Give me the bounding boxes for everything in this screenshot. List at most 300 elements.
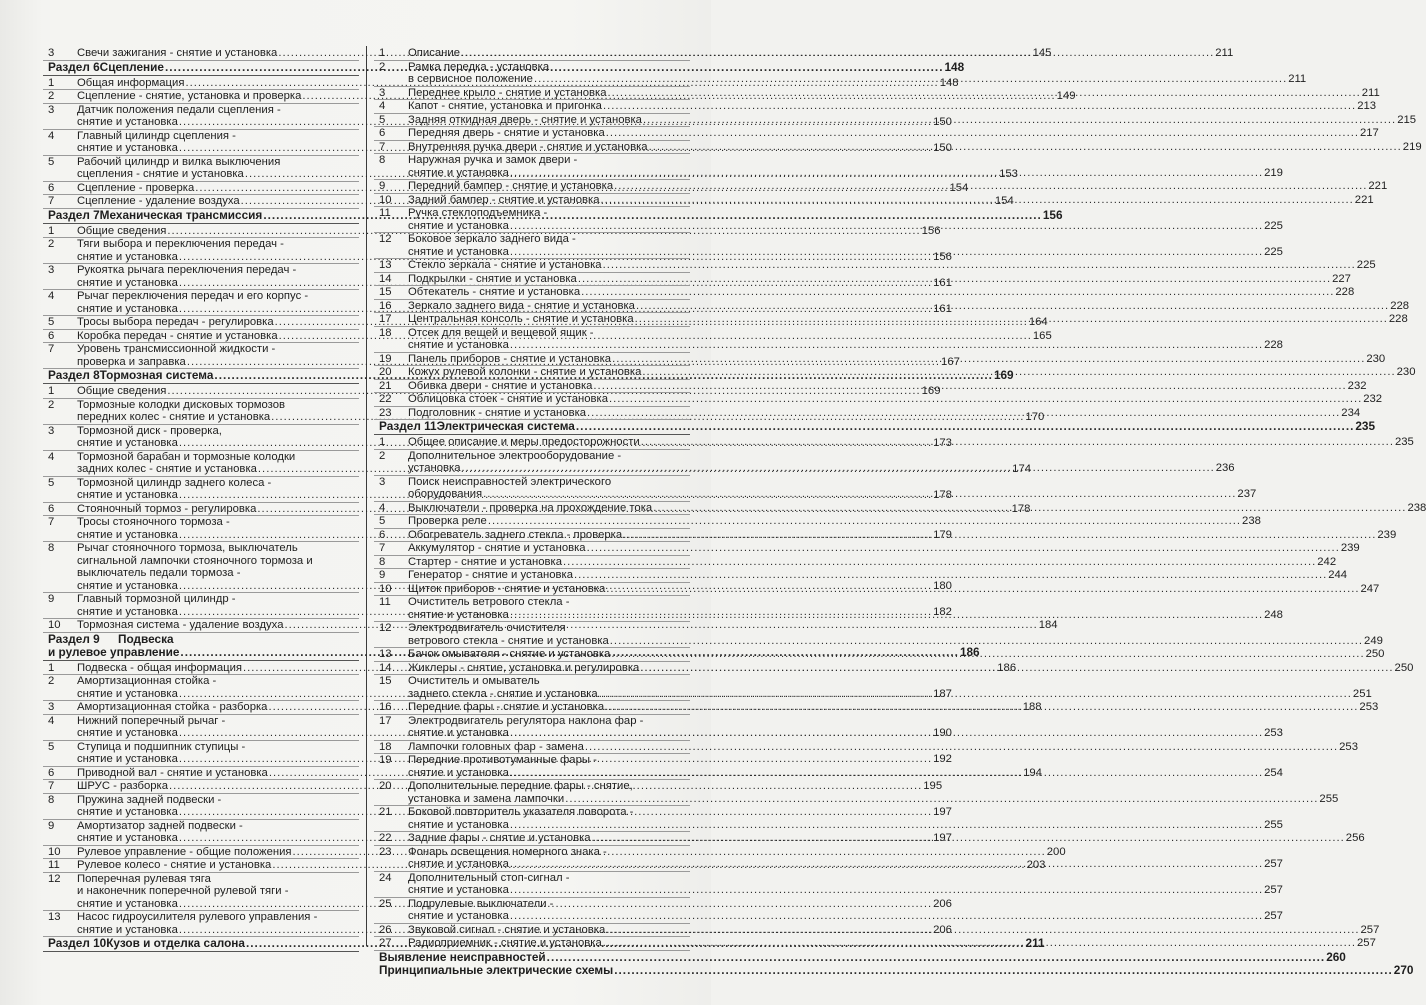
toc-page-number: 213	[1357, 100, 1377, 112]
toc-entry-text: ветрового стекла - снятие и установка	[408, 634, 609, 647]
toc-entry-number: 26	[379, 923, 392, 936]
toc-entry-text: снятие и установка	[77, 832, 178, 844]
toc-entry-text: Сцепление - удаление воздуха	[77, 195, 240, 207]
toc-entry-text: Стояночный тормоз - регулировка	[77, 502, 257, 515]
toc-page-number: 225	[1264, 219, 1283, 232]
toc-entry-text: снятие и установка	[77, 806, 178, 818]
toc-entry-text: Тормозной барабан и тормозные колодки	[77, 450, 296, 463]
toc-entry-text: Центральная консоль - снятие и установка	[408, 313, 634, 325]
toc-entry-number: 7	[48, 343, 55, 355]
toc-entry-number: 9	[48, 593, 55, 605]
section-number: Раздел 10	[48, 936, 107, 950]
section-title: и рулевое управление	[48, 644, 180, 659]
toc-entry-text: Обогреватель заднего стекла - проверка	[408, 528, 623, 541]
toc-page-number: 154	[994, 195, 1014, 207]
toc-entry-number: 4	[379, 100, 386, 112]
toc-line	[408, 818, 1283, 832]
toc-entry-body	[408, 127, 1379, 140]
toc-page-number: 219	[1264, 166, 1283, 179]
toc-entry-number: 15	[379, 675, 392, 687]
dot-leader	[599, 688, 1352, 701]
toc-entry-text: Обтекатель - снятие и установка	[408, 286, 581, 298]
toc-entry-number: 22	[379, 393, 392, 405]
toc-page-number: 178	[1011, 502, 1031, 515]
section-title: Механическая трансмиссия	[99, 207, 263, 222]
toc-entry-text: снятие и установка	[77, 250, 178, 263]
toc-entry	[374, 740, 1358, 755]
toc-page-number: 239	[1340, 542, 1360, 554]
dot-leader	[592, 832, 1345, 845]
toc-page-number: 186	[959, 644, 980, 659]
toc-line	[408, 792, 1339, 806]
toc-entry-number: 1	[48, 385, 55, 397]
dot-leader	[461, 47, 1214, 60]
toc-entry-text: Жиклеры - снятие, установка и регулировка	[408, 661, 640, 674]
toc-entry-number: 19	[379, 754, 392, 766]
toc-entry-text: Внутренняя ручка двери - снятие и установка	[408, 140, 648, 153]
toc-page-number: 228	[1390, 299, 1410, 312]
toc-page-number: 188	[1022, 701, 1042, 713]
toc-entry-text: Подкрылки - снятие и установка	[408, 272, 577, 285]
dot-leader	[510, 727, 1263, 740]
dot-leader	[603, 100, 1356, 113]
toc-entry-text: в сервисное положение	[408, 73, 533, 85]
toc-page-number: 200	[1046, 845, 1066, 858]
toc-entry-text: снятие и установка	[77, 528, 178, 541]
toc-entry-text: снятие и установка	[77, 687, 178, 700]
toc-line	[408, 596, 690, 609]
toc-page-number: 164	[1028, 316, 1048, 328]
toc-line	[77, 859, 1046, 872]
toc-line	[408, 910, 1283, 923]
toc-line	[408, 846, 690, 859]
toc-page-number: 235	[1394, 436, 1414, 448]
toc-entry-text: Рычаг стояночного тормоза, выключатель	[77, 542, 298, 554]
toc-entry-number: 3	[48, 424, 55, 437]
toc-page-number: 230	[1396, 366, 1416, 378]
toc-line	[408, 622, 690, 635]
toc-line	[77, 343, 359, 356]
dot-leader	[605, 701, 1358, 714]
toc-entry-number: 1	[379, 436, 386, 448]
toc-entry	[43, 766, 1042, 781]
toc-entry-number: 18	[379, 326, 392, 339]
toc-page-number: 167	[941, 355, 960, 368]
toc-entry-text: снятие и установка	[408, 818, 509, 831]
toc-entry-number: 9	[48, 819, 55, 832]
toc-page-number: 244	[1328, 569, 1348, 581]
toc-entry-text: Рабочий цилиндр и вилка выключения	[77, 155, 281, 168]
toc-entry-number: 27	[379, 937, 392, 949]
toc-entry-text: Свечи зажигания - снятие и установка	[77, 47, 278, 59]
toc-entry-text: Передние фары - снятие и установка	[408, 701, 605, 713]
toc-entry-text: снятие и установка	[77, 437, 178, 449]
toc-entry-number: 2	[48, 675, 55, 687]
toc-page-number: 150	[933, 142, 952, 154]
toc-line	[408, 675, 690, 688]
toc-entry-number: 10	[379, 582, 392, 595]
toc-line	[408, 100, 1377, 113]
toc-entry-number: 13	[379, 648, 392, 660]
toc-line	[408, 393, 1383, 406]
toc-entry-number: 2	[48, 238, 55, 250]
toc-entry-text: Приводной вал - снятие и установка	[77, 766, 268, 779]
toc-entry-text: Генератор - снятие и установка	[408, 569, 573, 581]
toc-entry-number: 16	[379, 299, 392, 312]
toc-entry-text: Тяги выбора и переключения передач -	[77, 238, 284, 250]
toc-line	[77, 290, 359, 303]
toc-page-number: 206	[933, 923, 952, 936]
toc-entry-number: 14	[379, 272, 392, 285]
toc-page-number: 228	[1388, 313, 1408, 325]
toc-line	[408, 233, 690, 246]
dot-leader	[610, 635, 1363, 648]
toc-page-number: 149	[1056, 90, 1076, 102]
toc-line	[408, 154, 690, 167]
toc-entry-text: Ручка стеклоподъемника -	[408, 207, 548, 219]
toc-line	[77, 794, 359, 807]
toc-page-number: 211	[1025, 936, 1045, 950]
toc-page-number: 187	[933, 687, 952, 700]
dot-leader	[606, 924, 1359, 937]
toc-entry-text: Тросы стояночного тормоза -	[77, 516, 230, 528]
toc-entry-text: Боковой повторитель указателя поворота -	[408, 806, 634, 818]
toc-entry-text: Облицовка стоек - снятие и установка	[408, 393, 608, 405]
toc-entry-text: Передняя дверь - снятие и установка	[408, 127, 605, 139]
toc-page-number: 194	[1023, 766, 1042, 779]
toc-page-number: 257	[1360, 923, 1380, 936]
toc-entry-number: 1	[48, 76, 55, 89]
toc-line	[408, 872, 690, 885]
dot-leader	[510, 246, 1263, 259]
toc-entry-number: 6	[48, 181, 55, 194]
toc-entry-number: 13	[48, 911, 61, 923]
toc-entry-text: Стартер - снятие и установка	[408, 555, 563, 568]
toc-entry-text: Наружная ручка и замок двери -	[408, 154, 578, 166]
toc-entry-text: снятие и установка	[408, 727, 509, 739]
toc-page-number: 190	[933, 727, 952, 739]
toc-entry-text: Задние фары - снятие и установка	[408, 832, 591, 844]
toc-entry-text: передних колес - снятие и установка	[77, 411, 271, 423]
toc-entry-number: 11	[48, 859, 60, 871]
toc-page-number: 211	[1288, 73, 1307, 85]
toc-entry-number: 11	[379, 596, 391, 608]
dot-leader	[636, 300, 1389, 313]
toc-page-number: 169	[921, 385, 941, 397]
toc-entry	[374, 555, 1337, 570]
toc-section-heading	[374, 419, 1376, 435]
toc-entry-text: Нижний поперечный рычаг -	[77, 714, 226, 727]
toc-entry-text: выключатель педали тормоза -	[77, 567, 241, 579]
dot-leader	[640, 662, 1393, 675]
toc-entry-number: 4	[48, 290, 55, 302]
toc-entry-number: 6	[48, 502, 55, 515]
dot-leader	[612, 353, 1365, 366]
toc-entry-text: Описание	[408, 47, 460, 59]
toc-entry	[374, 515, 1261, 529]
toc-entry-number: 2	[48, 398, 55, 411]
toc-line	[77, 238, 359, 251]
toc-page-number: 260	[1326, 949, 1346, 964]
toc-entry-number: 2	[379, 449, 386, 462]
dot-leader	[641, 436, 1394, 449]
toc-entry-text: Датчик положения педали сцепления -	[77, 103, 281, 116]
toc-entry-number: 5	[48, 740, 55, 753]
toc-page-number: 253	[1339, 740, 1358, 753]
toc-entry-text: Проверка реле	[408, 515, 487, 527]
toc-entry-text: Стекло зеркала - снятие и установка	[408, 259, 602, 271]
toc-entry-number: 22	[379, 832, 392, 844]
toc-entry-number: 5	[379, 515, 386, 527]
dot-leader	[510, 767, 1263, 780]
toc-line	[77, 820, 359, 833]
toc-line	[77, 104, 359, 117]
toc-page-number: 203	[1026, 859, 1046, 871]
toc-line	[77, 593, 359, 606]
toc-entry-number: 17	[379, 714, 392, 727]
toc-entry-number: 21	[379, 806, 392, 818]
toc-line	[77, 741, 359, 754]
dot-leader	[510, 339, 1263, 352]
toc-line	[408, 555, 1337, 569]
toc-line	[408, 339, 1283, 352]
toc-page-number: 254	[1264, 766, 1283, 779]
toc-line	[77, 463, 1032, 476]
toc-entry-number: 10	[379, 193, 392, 206]
toc-entry-text: Передний бампер - снятие и установка	[408, 180, 614, 192]
dot-leader	[488, 515, 1241, 528]
toc-page-number: 257	[1357, 937, 1376, 949]
toc-entry-text: Аккумулятор - снятие и установка	[408, 542, 586, 554]
toc-entry-text: Задняя откидная дверь - снятие и установка	[408, 113, 642, 126]
toc-page-number: 228	[1335, 286, 1355, 298]
toc-entry-text: снятие и установка	[408, 608, 509, 621]
toc-line	[77, 911, 359, 924]
toc-entry-number: 11	[379, 207, 391, 219]
toc-entry-text: Коробка передач - снятие и установка	[77, 329, 278, 342]
toc-page-number: 179	[933, 528, 952, 541]
toc-entry-text: проверка и заправка	[77, 355, 186, 368]
toc-page-number: 217	[1359, 127, 1379, 139]
toc-entry-text: Общие сведения	[77, 385, 167, 397]
toc-entry-number: 6	[379, 127, 386, 139]
toc-page-number: 225	[1356, 259, 1376, 271]
toc-entry-body	[77, 766, 1042, 780]
toc-line	[77, 605, 952, 619]
toc-entry-text: Общее описание и меры предосторожности	[408, 436, 640, 448]
toc-page-number: 182	[933, 605, 952, 618]
toc-entry-text: Тормозной цилиндр заднего колеса -	[77, 476, 272, 489]
toc-entry-number: 14	[379, 661, 392, 674]
toc-entry-text: Уровень трансмиссионной жидкости -	[77, 343, 276, 355]
dot-leader	[606, 127, 1359, 140]
toc-entry-number: 5	[48, 155, 55, 168]
toc-page-number: 174	[1012, 463, 1032, 475]
toc-entry-text: Принципиальные электрические схемы	[379, 962, 614, 977]
dot-leader	[576, 420, 1355, 433]
toc-line	[77, 542, 359, 555]
toc-entry-text: Пружина задней подвески -	[77, 793, 222, 806]
toc-entry-text: снятие и установка	[408, 339, 509, 351]
toc-entry-text: Передние противотуманные фары -	[408, 754, 597, 766]
dot-leader	[585, 741, 1338, 754]
toc-page-number: 173	[933, 437, 952, 449]
toc-line	[408, 542, 1360, 555]
toc-line	[77, 130, 359, 143]
toc-line	[48, 633, 359, 646]
toc-page-number: 219	[1402, 140, 1422, 153]
dot-leader	[587, 407, 1340, 420]
dot-leader	[574, 569, 1327, 582]
toc-entry-text: Главный цилиндр сцепления -	[77, 129, 236, 142]
toc-entry	[374, 100, 1377, 114]
toc-entry	[374, 542, 1360, 556]
toc-entry-text: снятие и установка	[77, 923, 178, 936]
toc-page-number: 248	[1264, 608, 1283, 621]
toc-page-number: 184	[1038, 619, 1058, 631]
toc-entry-text: Фонарь освещения номерного знака -	[408, 845, 607, 858]
dot-leader	[603, 259, 1356, 272]
toc-entry-number: 5	[48, 316, 55, 328]
toc-entry-text: Рукоятка рычага переключения передач -	[77, 264, 297, 276]
dot-leader	[510, 609, 1263, 622]
toc-entry-text: Лампочки головных фар - замена	[408, 740, 584, 753]
toc-entry-body	[408, 871, 1283, 897]
toc-line	[77, 727, 952, 740]
toc-line	[77, 168, 1018, 181]
toc-page-number: 221	[1368, 180, 1388, 192]
toc-line	[379, 419, 1376, 433]
dot-leader	[462, 462, 1215, 475]
toc-entry	[374, 393, 1383, 407]
toc-entry-number: 2	[48, 90, 55, 102]
toc-entry-text: снятие и установка	[408, 858, 509, 870]
toc-entry-number: 5	[48, 476, 55, 489]
toc-entry-text: снятие и установка	[77, 142, 178, 154]
toc-entry-body	[408, 740, 1358, 754]
toc-entry-number: 7	[48, 195, 55, 207]
toc-entry-text: Электродвигатель регулятора наклона фар -	[408, 714, 644, 727]
toc-entry-number: 3	[48, 47, 55, 59]
toc-entry-text: Рулевое колесо - снятие и установка	[77, 859, 272, 871]
toc-entry-text: Выключатели - проверка на прохождение тока	[408, 501, 653, 514]
toc-entry-number: 15	[379, 286, 392, 298]
toc-entry-number: 20	[379, 366, 392, 378]
toc-line	[408, 286, 1355, 299]
toc-page-number: 192	[933, 753, 952, 765]
toc-entry-text: снятие и установка	[408, 245, 509, 258]
toc-page-number: 230	[1366, 352, 1386, 365]
toc-entry-text: Тросы выбора передач - регулировка	[77, 316, 274, 328]
toc-entry-text: Обивка двери - снятие и установка	[408, 379, 593, 392]
toc-page-number: 211	[1215, 47, 1234, 59]
toc-entry-text: Кожух рулевой колонки - снятие и установка	[408, 366, 642, 378]
toc-entry-text: Поперечная рулевая тяга	[77, 872, 211, 885]
section-number: Раздел 7	[48, 207, 100, 222]
toc-entry-text: Насос гидроусилителя рулевого управления -	[77, 911, 318, 923]
dot-leader	[510, 884, 1263, 897]
toc-entry-number: 19	[379, 352, 392, 365]
toc-entry-number: 6	[48, 766, 55, 779]
toc-entry-body	[408, 100, 1377, 113]
toc-entry-text: установка	[408, 462, 461, 474]
toc-entry-number: 7	[48, 780, 55, 792]
toc-line	[77, 425, 359, 438]
toc-page-number: 161	[933, 302, 952, 315]
dot-leader	[593, 380, 1346, 393]
toc-entry-number: 2	[379, 60, 386, 73]
dot-leader	[642, 366, 1395, 379]
toc-entry-number: 3	[48, 264, 55, 276]
toc-entry-number: 23	[379, 845, 392, 858]
toc-entry-text: Дополнительный стоп-сигнал -	[408, 871, 570, 884]
toc-page-number: 156	[1042, 207, 1063, 222]
toc-page-number: 257	[1264, 910, 1283, 922]
toc-line	[408, 127, 1379, 140]
toc-entry-number: 10	[48, 845, 61, 858]
toc-entry-text: снятие и установка	[408, 910, 509, 922]
dot-leader	[643, 114, 1396, 127]
section-title: Кузов и отделка салона	[106, 936, 245, 950]
toc-entry-number: 8	[379, 555, 386, 568]
dot-leader	[565, 793, 1318, 806]
toc-entry-text: Задний бампер - снятие и установка	[408, 193, 600, 206]
dot-leader	[483, 488, 1236, 501]
toc-page-number: 239	[1377, 528, 1397, 541]
toc-entry-number: 9	[379, 180, 386, 192]
toc-entry-number: 16	[379, 701, 392, 713]
dot-leader	[510, 220, 1263, 233]
toc-page-number: 154	[949, 181, 969, 194]
toc-entry-number: 24	[379, 871, 392, 884]
toc-entry-text: сцепления - снятие и установка	[77, 168, 244, 180]
toc-entry-number: 12	[48, 872, 61, 885]
toc-entry-text: Панель приборов - снятие и установка	[408, 352, 612, 365]
toc-entry-text: Сцепление - снятие, установка и проверка	[77, 90, 302, 102]
toc-entry-number: 20	[379, 780, 392, 792]
toc-entry-body	[408, 542, 1360, 555]
toc-line	[408, 806, 690, 819]
toc-page-number: 253	[1359, 701, 1379, 713]
dot-leader	[534, 73, 1287, 86]
dot-leader	[635, 313, 1388, 326]
toc-entry-text: Тормозные колодки дисковых тормозов	[77, 398, 285, 411]
toc-page-number: 253	[1264, 727, 1283, 739]
toc-entry-body	[408, 515, 1261, 528]
toc-entry-text: Зеркало заднего вида - снятие и установка	[408, 299, 635, 312]
toc-line	[77, 264, 359, 277]
toc-line	[408, 754, 690, 767]
toc-entry-number: 1	[379, 47, 386, 59]
toc-entry-text: установка и замена лампочки	[408, 792, 565, 805]
toc-entry-number: 4	[48, 129, 55, 142]
dot-leader	[649, 141, 1402, 154]
toc-page-number: 197	[933, 806, 952, 818]
toc-entry-text: Рамка передка - установка	[408, 60, 550, 73]
toc-entry-number: 7	[379, 140, 386, 153]
toc-page-number: 237	[1237, 488, 1257, 500]
section-number: Раздел 11	[379, 419, 437, 433]
dot-leader	[614, 964, 1393, 977]
toc-page-number: 206	[933, 897, 952, 910]
toc-entry-text: Боковое зеркало заднего вида -	[408, 233, 576, 245]
toc-entry-text: Подрулевые выключатели -	[408, 897, 554, 910]
toc-page-number: 249	[1364, 634, 1383, 647]
toc-entry	[374, 569, 1348, 583]
toc-page-number: 178	[933, 489, 952, 501]
toc-page-number: 255	[1264, 818, 1283, 831]
dot-leader	[587, 542, 1340, 555]
